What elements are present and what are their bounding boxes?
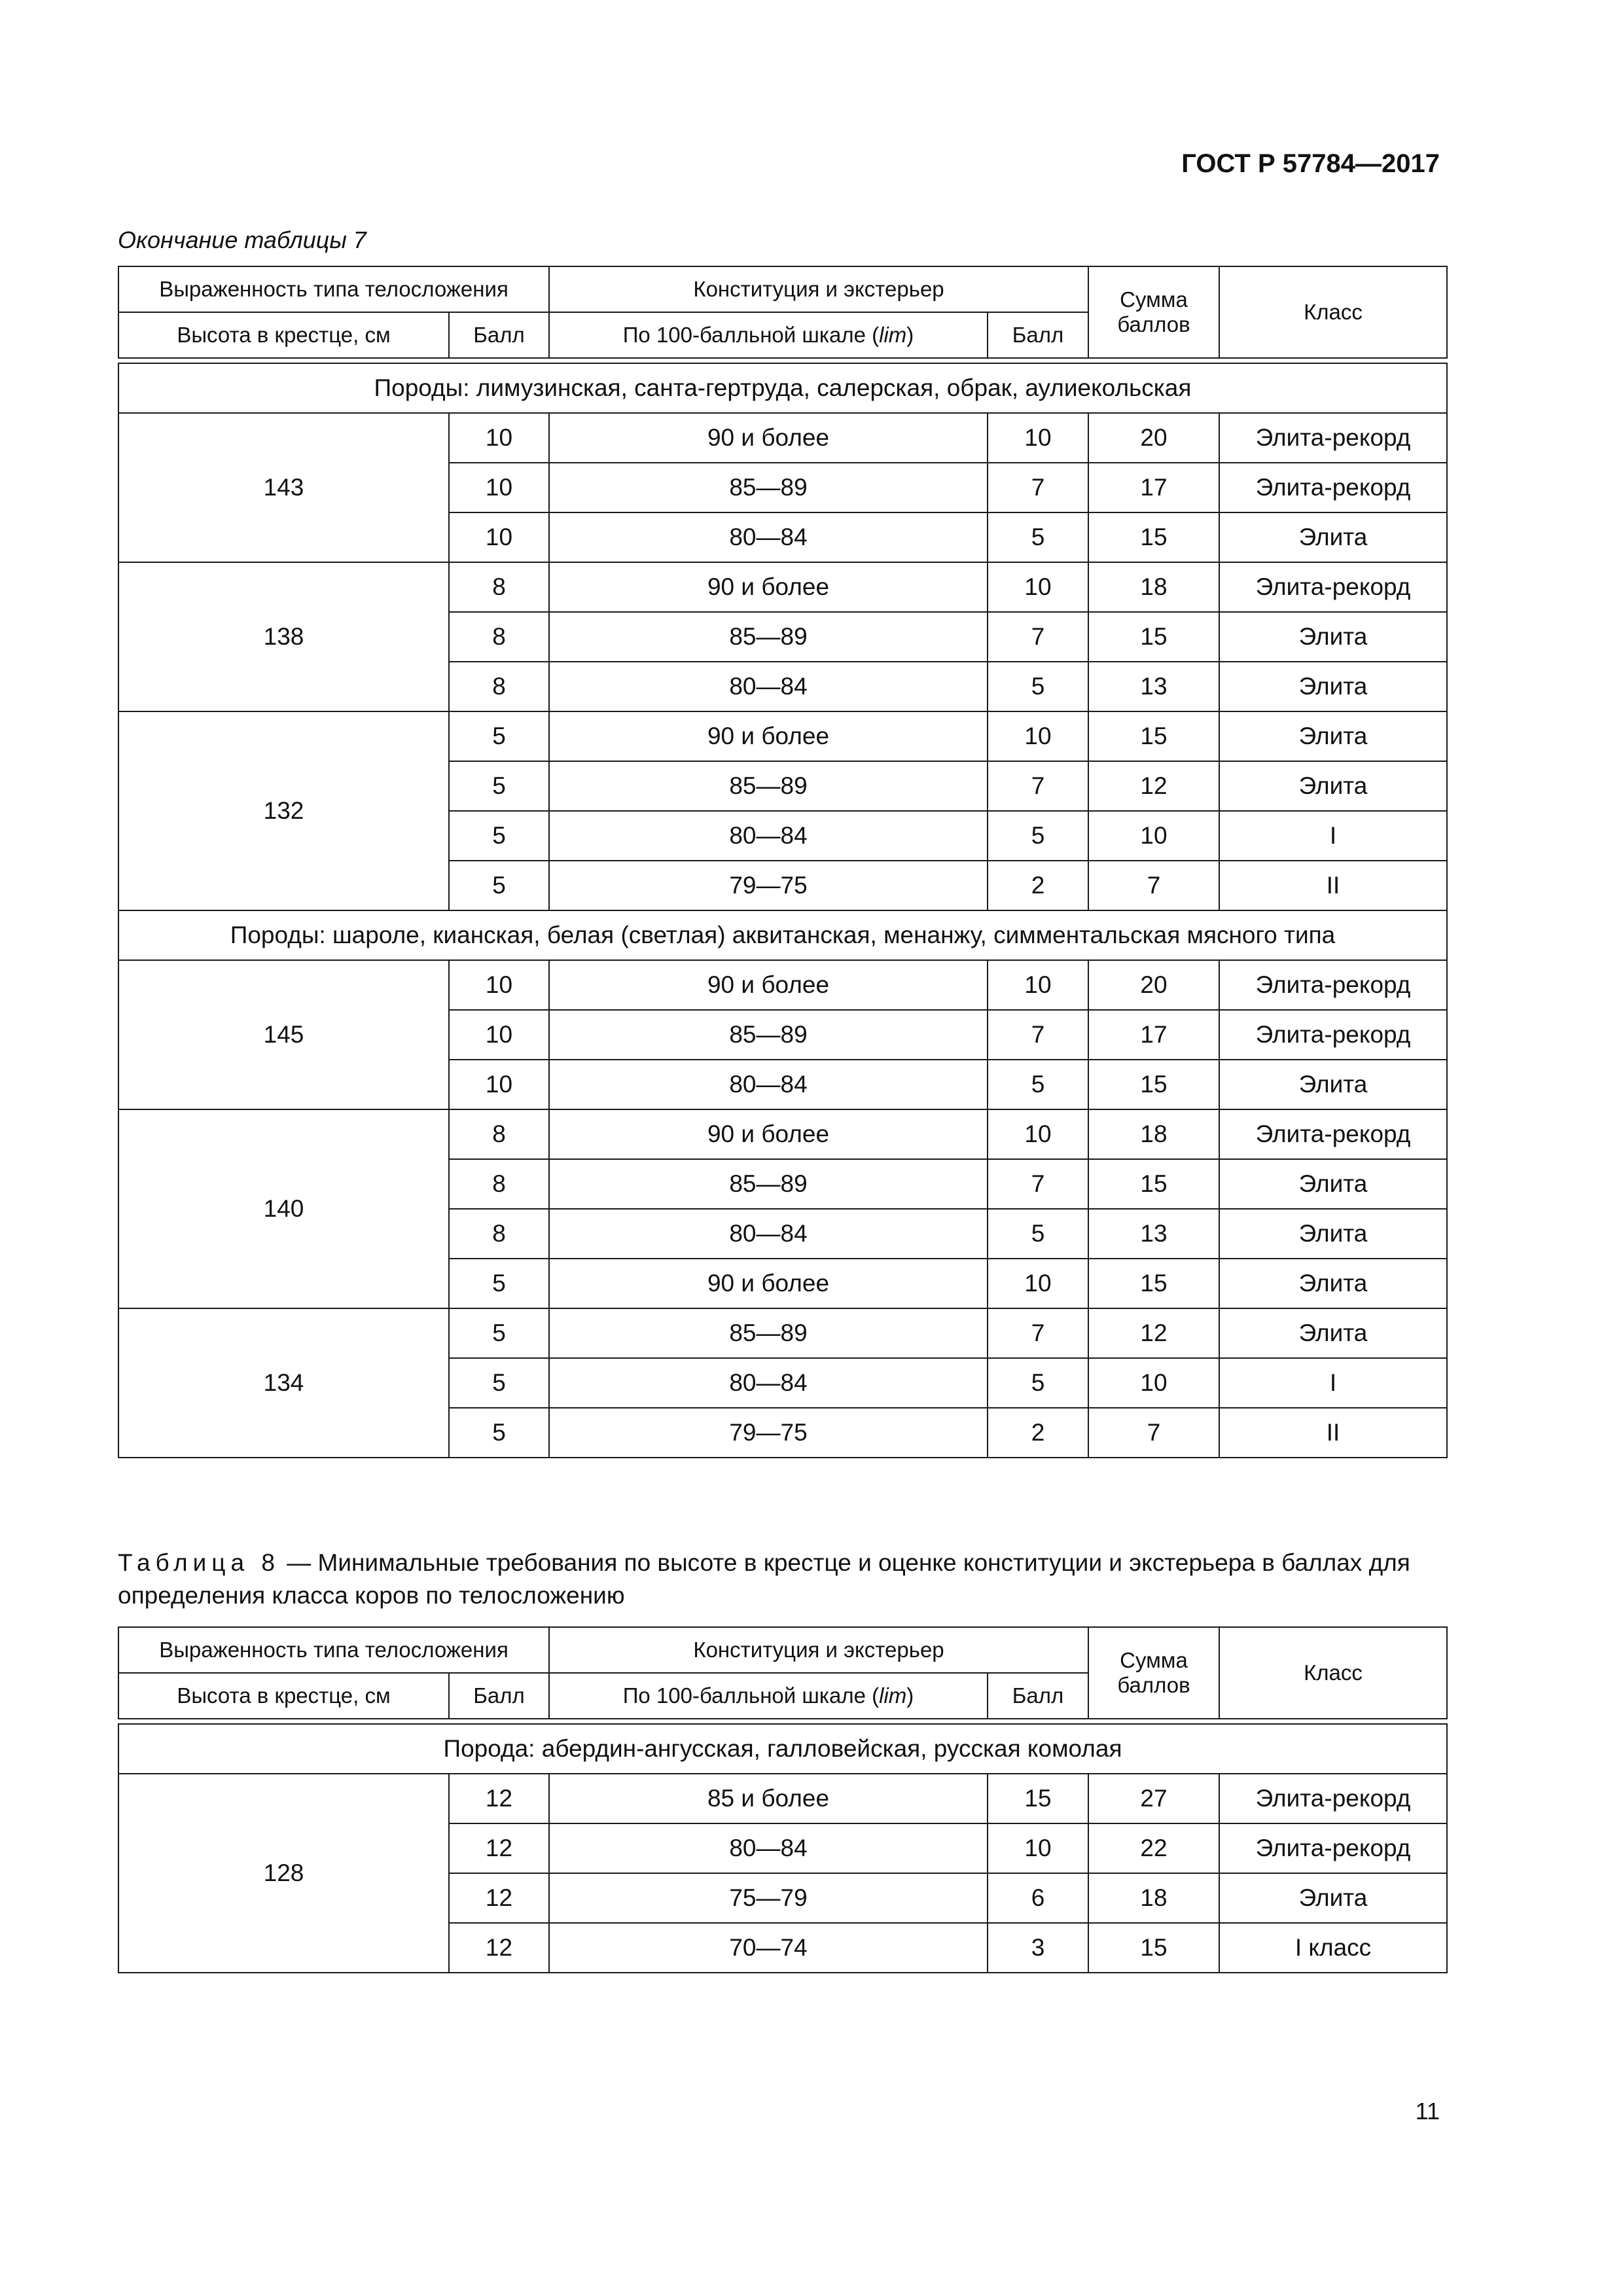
cell-sum: 12 <box>1088 1308 1219 1358</box>
cell-scale-range: 80—84 <box>549 1060 988 1109</box>
cell-score: 12 <box>449 1823 549 1873</box>
cell-class: Элита <box>1219 761 1447 811</box>
cell-score: 10 <box>449 1010 549 1060</box>
cell-sum: 15 <box>1088 1923 1219 1973</box>
cell-sum: 15 <box>1088 711 1219 761</box>
head-score-1: Балл <box>449 312 549 358</box>
cell-score: 5 <box>449 1308 549 1358</box>
section-row <box>118 910 1447 960</box>
cell-class: Элита <box>1219 1060 1447 1109</box>
cell-height: 134 <box>118 1308 449 1458</box>
head-scale-lim: lim <box>879 1683 907 1708</box>
cell-score: 5 <box>449 1408 549 1458</box>
head-scale <box>549 1673 988 1719</box>
cell-class: Элита-рекорд <box>1219 960 1447 1010</box>
cell-scale-range: 79—75 <box>549 861 988 910</box>
table-row <box>118 1308 1447 1358</box>
cell-scale-range: 90 и более <box>549 960 988 1010</box>
cell-height: 128 <box>118 1774 449 1973</box>
head-scale-prefix: По 100-балльной шкале ( <box>622 1683 880 1708</box>
cell-score: 5 <box>449 711 549 761</box>
table-row <box>118 1109 1447 1159</box>
head-score-1: Балл <box>449 1673 549 1719</box>
cell-height: 138 <box>118 562 449 711</box>
cell-sum: 15 <box>1088 612 1219 662</box>
cell-score: 8 <box>449 562 549 612</box>
breed-section-title: Порода: абердин-ангусская, галловейская, русская комолая <box>118 1724 1447 1774</box>
cell-scale-score: 10 <box>988 1823 1088 1873</box>
cell-sum: 15 <box>1088 1060 1219 1109</box>
cell-scale-range: 85—89 <box>549 1159 988 1209</box>
cell-scale-range: 85—89 <box>549 612 988 662</box>
cell-scale-score: 5 <box>988 662 1088 711</box>
cell-score: 8 <box>449 1159 549 1209</box>
cell-sum: 18 <box>1088 1109 1219 1159</box>
cell-sum: 13 <box>1088 1209 1219 1259</box>
cell-sum: 7 <box>1088 1408 1219 1458</box>
cell-class: Элита-рекорд <box>1219 1010 1447 1060</box>
cell-scale-score: 7 <box>988 761 1088 811</box>
cell-sum: 22 <box>1088 1823 1219 1873</box>
cell-sum: 7 <box>1088 861 1219 910</box>
cell-sum: 15 <box>1088 1259 1219 1308</box>
cell-sum: 27 <box>1088 1774 1219 1823</box>
cell-class: Элита-рекорд <box>1219 463 1447 512</box>
cell-class: I <box>1219 811 1447 861</box>
cell-class: Элита <box>1219 612 1447 662</box>
head-group-body-type: Выраженность типа телосложения <box>118 1627 549 1673</box>
cell-scale-range: 80—84 <box>549 1358 988 1408</box>
cell-sum: 10 <box>1088 811 1219 861</box>
cell-scale-range: 85—89 <box>549 1010 988 1060</box>
table-8 <box>118 1626 1448 1973</box>
cell-scale-score: 2 <box>988 1408 1088 1458</box>
cell-scale-score: 5 <box>988 1060 1088 1109</box>
cell-scale-score: 5 <box>988 1358 1088 1408</box>
cell-scale-score: 5 <box>988 1209 1088 1259</box>
cell-class: Элита <box>1219 711 1447 761</box>
table7-body <box>118 363 1447 1458</box>
head-class: Класс <box>1219 1627 1447 1719</box>
cell-score: 10 <box>449 1060 549 1109</box>
cell-scale-range: 80—84 <box>549 662 988 711</box>
cell-sum: 18 <box>1088 1873 1219 1923</box>
cell-score: 10 <box>449 413 549 463</box>
cell-scale-score: 2 <box>988 861 1088 910</box>
table-row <box>118 711 1447 761</box>
cell-scale-range: 80—84 <box>549 811 988 861</box>
cell-class: Элита <box>1219 1159 1447 1209</box>
cell-scale-range: 90 и более <box>549 1109 988 1159</box>
cell-scale-score: 10 <box>988 1109 1088 1159</box>
cell-class: Элита <box>1219 1259 1447 1308</box>
cell-class: Элита-рекорд <box>1219 1109 1447 1159</box>
cell-score: 10 <box>449 960 549 1010</box>
cell-height: 140 <box>118 1109 449 1308</box>
table-row <box>118 1774 1447 1823</box>
head-group-constitution: Конституция и экстерьер <box>549 266 1088 312</box>
cell-class: Элита-рекорд <box>1219 1823 1447 1873</box>
head-height: Высота в крестце, см <box>118 1673 449 1719</box>
cell-class: Элита-рекорд <box>1219 413 1447 463</box>
cell-score: 5 <box>449 811 549 861</box>
cell-class: I <box>1219 1358 1447 1408</box>
cell-scale-score: 7 <box>988 1159 1088 1209</box>
cell-scale-score: 5 <box>988 512 1088 562</box>
head-scale <box>549 312 988 358</box>
cell-score: 8 <box>449 1209 549 1259</box>
section-row <box>118 363 1447 413</box>
cell-class: Элита <box>1219 662 1447 711</box>
section-row <box>118 1724 1447 1774</box>
cell-scale-score: 5 <box>988 811 1088 861</box>
cell-sum: 13 <box>1088 662 1219 711</box>
cell-sum: 20 <box>1088 960 1219 1010</box>
head-height: Высота в крестце, см <box>118 312 449 358</box>
cell-class: Элита <box>1219 1308 1447 1358</box>
cell-height: 145 <box>118 960 449 1109</box>
cell-height: 132 <box>118 711 449 910</box>
cell-score: 12 <box>449 1774 549 1823</box>
head-class: Класс <box>1219 266 1447 358</box>
head-sum: Сумма баллов <box>1088 1627 1219 1719</box>
head-scale-lim: lim <box>879 323 907 347</box>
cell-class: I класс <box>1219 1923 1447 1973</box>
cell-sum: 15 <box>1088 1159 1219 1209</box>
cell-class: Элита-рекорд <box>1219 1774 1447 1823</box>
cell-scale-range: 70—74 <box>549 1923 988 1973</box>
head-group-constitution: Конституция и экстерьер <box>549 1627 1088 1673</box>
cell-scale-range: 80—84 <box>549 1209 988 1259</box>
cell-scale-score: 7 <box>988 463 1088 512</box>
table-row <box>118 562 1447 612</box>
cell-class: Элита <box>1219 1873 1447 1923</box>
cell-scale-range: 80—84 <box>549 1823 988 1873</box>
cell-sum: 10 <box>1088 1358 1219 1408</box>
cell-scale-range: 80—84 <box>549 512 988 562</box>
cell-scale-range: 90 и более <box>549 1259 988 1308</box>
cell-scale-range: 90 и более <box>549 413 988 463</box>
cell-scale-range: 85—89 <box>549 761 988 811</box>
head-scale-prefix: По 100-балльной шкале ( <box>622 323 880 347</box>
breed-section-title: Породы: лимузинская, санта-гертруда, салерская, обрак, аулиекольская <box>118 363 1447 413</box>
cell-scale-score: 10 <box>988 960 1088 1010</box>
cell-scale-score: 7 <box>988 1010 1088 1060</box>
head-score-2: Балл <box>988 1673 1088 1719</box>
head-group-body-type: Выраженность типа телосложения <box>118 266 549 312</box>
cell-scale-score: 10 <box>988 711 1088 761</box>
table8-head <box>118 1627 1447 1724</box>
cell-sum: 15 <box>1088 512 1219 562</box>
cell-score: 5 <box>449 1358 549 1408</box>
cell-class: Элита <box>1219 1209 1447 1259</box>
cell-scale-score: 7 <box>988 612 1088 662</box>
head-score-2: Балл <box>988 312 1088 358</box>
cell-class: Элита <box>1219 512 1447 562</box>
cell-scale-range: 79—75 <box>549 1408 988 1458</box>
cell-scale-range: 90 и более <box>549 711 988 761</box>
cell-scale-range: 85 и более <box>549 1774 988 1823</box>
cell-scale-range: 90 и более <box>549 562 988 612</box>
cell-sum: 17 <box>1088 1010 1219 1060</box>
cell-height: 143 <box>118 413 449 562</box>
table7-head <box>118 266 1447 363</box>
cell-scale-score: 6 <box>988 1873 1088 1923</box>
cell-class: II <box>1219 1408 1447 1458</box>
page-number: 11 <box>1415 2098 1440 2125</box>
table-row <box>118 413 1447 463</box>
table8-body <box>118 1724 1447 1973</box>
cell-scale-score: 7 <box>988 1308 1088 1358</box>
cell-scale-score: 10 <box>988 413 1088 463</box>
head-sum: Сумма баллов <box>1088 266 1219 358</box>
cell-score: 8 <box>449 662 549 711</box>
cell-sum: 12 <box>1088 761 1219 811</box>
cell-score: 8 <box>449 1109 549 1159</box>
table-row <box>118 960 1447 1010</box>
cell-score: 8 <box>449 612 549 662</box>
cell-scale-score: 3 <box>988 1923 1088 1973</box>
cell-score: 12 <box>449 1923 549 1973</box>
cell-sum: 17 <box>1088 463 1219 512</box>
cell-scale-range: 85—89 <box>549 463 988 512</box>
cell-scale-score: 10 <box>988 562 1088 612</box>
cell-sum: 18 <box>1088 562 1219 612</box>
cell-score: 5 <box>449 1259 549 1308</box>
standard-designation: ГОСТ Р 57784—2017 <box>1181 149 1440 178</box>
cell-sum: 20 <box>1088 413 1219 463</box>
cell-score: 5 <box>449 861 549 910</box>
head-scale-suffix: ) <box>906 1683 914 1708</box>
table7-continuation-caption: Окончание таблицы 7 <box>118 226 366 253</box>
cell-class: II <box>1219 861 1447 910</box>
cell-class: Элита-рекорд <box>1219 562 1447 612</box>
cell-scale-score: 15 <box>988 1774 1088 1823</box>
table8-caption-lead: Таблица 8 <box>118 1549 280 1576</box>
cell-score: 10 <box>449 512 549 562</box>
cell-score: 10 <box>449 463 549 512</box>
cell-score: 12 <box>449 1873 549 1923</box>
cell-scale-range: 85—89 <box>549 1308 988 1358</box>
table-7 <box>118 266 1448 1458</box>
cell-scale-score: 10 <box>988 1259 1088 1308</box>
head-scale-suffix: ) <box>906 323 914 347</box>
breed-section-title: Породы: шароле, кианская, белая (светлая) аквитанская, менанжу, симментальская мясного типа <box>118 910 1447 960</box>
cell-scale-range: 75—79 <box>549 1873 988 1923</box>
table8-caption <box>118 1547 1446 1612</box>
table8-caption-text: — Минимальные требования по высоте в крестце и оценке конституции и экстерьера в баллах для определения класса коров по телосложению <box>118 1549 1410 1609</box>
cell-score: 5 <box>449 761 549 811</box>
